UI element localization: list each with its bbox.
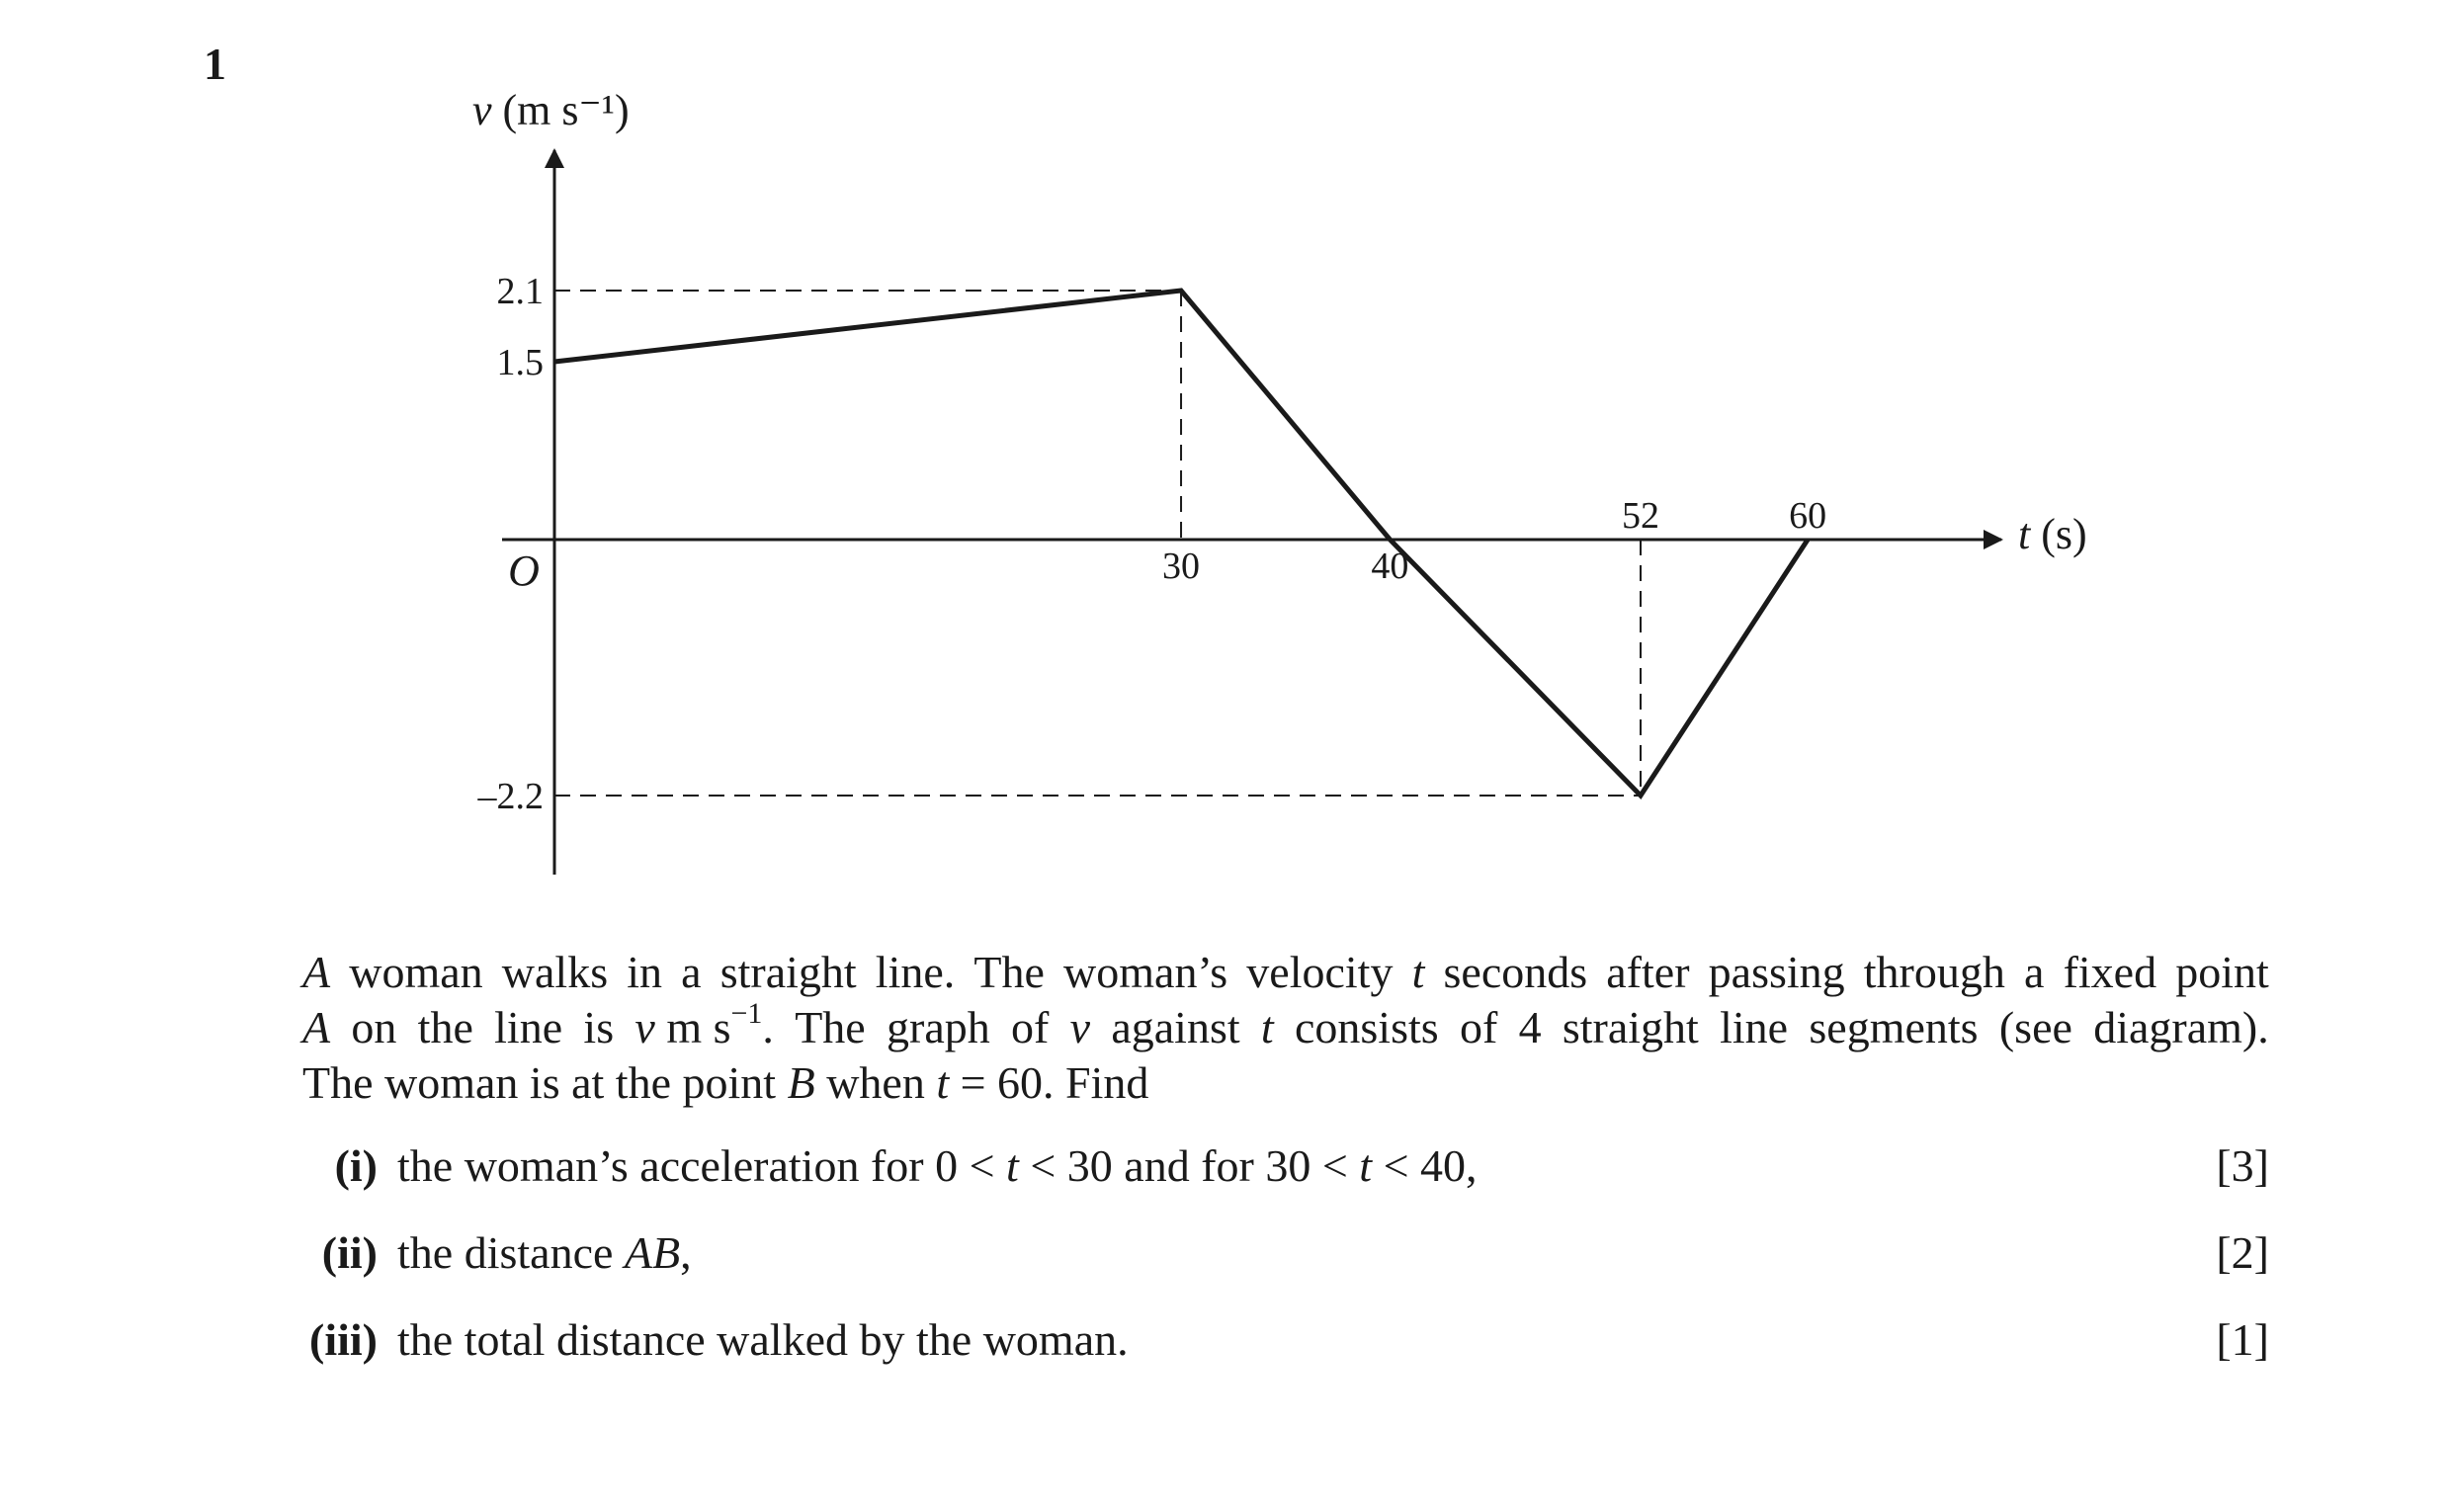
part-marks: [1]	[2216, 1314, 2269, 1365]
word: woman’s	[1063, 947, 1228, 997]
part-text: the distance AB,	[397, 1227, 692, 1278]
part-marks: [3]	[2216, 1140, 2269, 1191]
word: (see	[1998, 1002, 2072, 1052]
word: The	[973, 947, 1045, 997]
word: v m $s^{-1}$.	[634, 997, 774, 1052]
y-tick-label: 2.1	[496, 271, 544, 312]
part-label: (i)	[334, 1140, 378, 1191]
part-text: the woman’s acceleration for 0 < t < 30 and for 30 < t < 40,	[397, 1140, 1478, 1191]
word: is	[583, 1002, 615, 1052]
word: through	[1863, 947, 2005, 997]
y-axis-label: v (m s⁻¹)	[472, 86, 630, 134]
word: straight	[1562, 1002, 1699, 1052]
word: graph	[887, 1002, 990, 1052]
x-axis-label: t (s)	[2018, 510, 2087, 558]
word: line.	[875, 947, 956, 997]
question-number: 1	[204, 39, 226, 89]
x-tick-label: 30	[1162, 546, 1201, 587]
y-tick-label: 1.5	[496, 342, 544, 383]
word: v	[1069, 1002, 1091, 1052]
question-part	[302, 1312, 2269, 1399]
word: point	[2175, 947, 2269, 997]
stem-line-1	[302, 945, 2269, 1000]
word: of	[1011, 1002, 1050, 1052]
y-tick-label: –2.2	[477, 776, 544, 817]
word: straight	[719, 947, 857, 997]
part-marks: [2]	[2216, 1227, 2269, 1278]
question-part	[302, 1225, 2269, 1312]
question-part	[302, 1138, 2269, 1225]
word: fixed	[2063, 947, 2157, 997]
word: segments	[1809, 1002, 1979, 1052]
word: a	[681, 947, 702, 997]
x-tick-label: 60	[1789, 495, 1827, 537]
word: after	[1606, 947, 1690, 997]
word: t	[1260, 1002, 1274, 1052]
word: walks	[501, 947, 609, 997]
question-stem	[302, 945, 2269, 1111]
word: woman	[349, 947, 483, 997]
word: 4	[1518, 1002, 1542, 1052]
word: the	[417, 1002, 473, 1052]
word: a	[2024, 947, 2045, 997]
word: in	[627, 947, 663, 997]
word: against	[1111, 1002, 1240, 1052]
word: on	[351, 1002, 397, 1052]
part-text: the total distance walked by the woman.	[397, 1314, 1129, 1365]
dashed-guides	[554, 291, 1641, 796]
word: t	[1411, 947, 1425, 997]
word: The	[795, 1002, 866, 1052]
origin-label: O	[508, 546, 540, 595]
x-tick-label: 52	[1622, 495, 1659, 537]
word: of	[1459, 1002, 1498, 1052]
word: A	[302, 1002, 331, 1052]
stem-line-3: The woman is at the point B when t = 60. Find	[302, 1057, 1149, 1108]
part-label: (iii)	[309, 1314, 378, 1365]
velocity-line	[554, 291, 1808, 796]
word: A	[302, 947, 331, 997]
question-parts	[302, 1138, 2269, 1399]
word: line	[494, 1002, 563, 1052]
word: line	[1720, 1002, 1789, 1052]
word: diagram).	[2093, 1002, 2269, 1052]
part-label: (ii)	[321, 1227, 378, 1278]
word: velocity	[1246, 947, 1394, 997]
word: passing	[1708, 947, 1845, 997]
stem-line-2	[302, 997, 2269, 1055]
x-tick-label: 40	[1371, 546, 1409, 587]
word: seconds	[1443, 947, 1588, 997]
word: consists	[1294, 1002, 1439, 1052]
